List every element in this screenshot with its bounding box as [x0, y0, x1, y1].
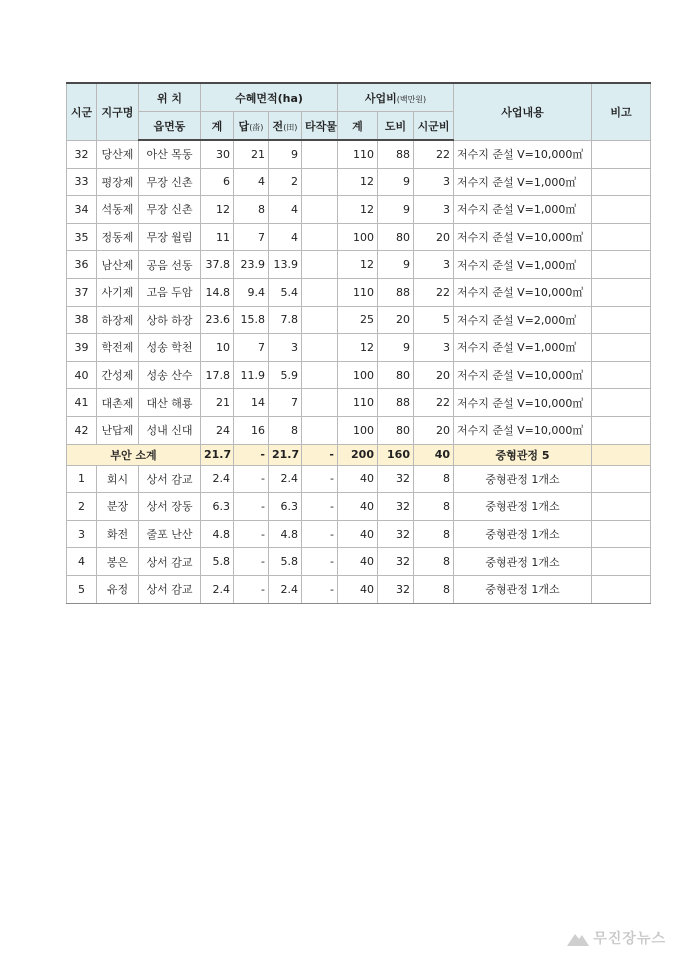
cell-name: 학전제	[97, 334, 139, 362]
cell-area-other	[302, 168, 338, 196]
cell-area-total: 12	[201, 196, 234, 224]
table-header	[67, 83, 651, 140]
cell-area-other: -	[302, 575, 338, 603]
cell-area-total: 21	[201, 389, 234, 417]
cell-no: 41	[67, 389, 97, 417]
cell-name: 평장제	[97, 168, 139, 196]
cell-area-other	[302, 389, 338, 417]
cell-cost-sigun: 20	[414, 223, 454, 251]
subtotal-area-other: -	[302, 444, 338, 465]
watermark	[567, 928, 666, 948]
cell-name: 간성제	[97, 361, 139, 389]
cell-area-other	[302, 361, 338, 389]
cell-area-jeon: 2.4	[269, 465, 302, 493]
table-row	[67, 493, 651, 521]
cell-area-dap: -	[234, 465, 269, 493]
cell-area-other	[302, 223, 338, 251]
cell-area-dap: -	[234, 520, 269, 548]
cell-area-jeon: 5.4	[269, 278, 302, 306]
table-row	[67, 548, 651, 576]
cell-area-total: 6	[201, 168, 234, 196]
cell-cost-total: 40	[338, 575, 378, 603]
cell-cost-total: 40	[338, 520, 378, 548]
cell-area-jeon: 5.8	[269, 548, 302, 576]
table-row	[67, 251, 651, 279]
cell-area-other: -	[302, 465, 338, 493]
cell-area-jeon: 2	[269, 168, 302, 196]
cell-no: 34	[67, 196, 97, 224]
cell-cost-sigun: 22	[414, 389, 454, 417]
cell-no: 37	[67, 278, 97, 306]
cell-area-other	[302, 251, 338, 279]
cell-remark	[592, 416, 651, 444]
header-area-dap	[234, 112, 269, 141]
cell-area-jeon: 7.8	[269, 306, 302, 334]
cell-area-other	[302, 306, 338, 334]
cell-no: 35	[67, 223, 97, 251]
cell-name: 봉은	[97, 548, 139, 576]
cell-cost-sigun: 8	[414, 575, 454, 603]
cell-cost-total: 12	[338, 196, 378, 224]
cell-location: 고음 두암	[139, 278, 201, 306]
subtotal-label: 부안 소계	[67, 444, 201, 465]
cell-area-total: 17.8	[201, 361, 234, 389]
cell-cost-total: 12	[338, 168, 378, 196]
cell-name: 석동제	[97, 196, 139, 224]
cell-location: 무장 신촌	[139, 196, 201, 224]
cell-remark	[592, 140, 651, 168]
header-area-other: 타작물	[302, 112, 338, 141]
table-row	[67, 465, 651, 493]
cell-remark	[592, 520, 651, 548]
cell-remark	[592, 251, 651, 279]
cell-no: 3	[67, 520, 97, 548]
cell-cost-do: 88	[378, 140, 414, 168]
header-eupmyeon: 읍면동	[139, 112, 201, 141]
cell-area-total: 4.8	[201, 520, 234, 548]
cell-area-other	[302, 278, 338, 306]
cell-content: 저수지 준설 V=10,000㎥	[454, 223, 592, 251]
cell-no: 1	[67, 465, 97, 493]
cell-area-total: 11	[201, 223, 234, 251]
cell-content: 저수지 준설 V=1,000㎥	[454, 168, 592, 196]
table-row	[67, 168, 651, 196]
cell-content: 저수지 준설 V=2,000㎥	[454, 306, 592, 334]
cell-no: 40	[67, 361, 97, 389]
cell-area-jeon: 5.9	[269, 361, 302, 389]
cell-name: 하장제	[97, 306, 139, 334]
cell-name: 난답제	[97, 416, 139, 444]
table-row	[67, 334, 651, 362]
cell-area-total: 2.4	[201, 575, 234, 603]
cell-cost-total: 110	[338, 389, 378, 417]
table-row	[67, 416, 651, 444]
watermark-text: 무진장뉴스	[593, 931, 666, 947]
cell-area-jeon: 2.4	[269, 575, 302, 603]
cell-location: 상서 감교	[139, 465, 201, 493]
subtotal-area-dap: -	[234, 444, 269, 465]
table-row	[67, 575, 651, 603]
cell-content: 저수지 준설 V=1,000㎥	[454, 334, 592, 362]
table-row	[67, 140, 651, 168]
cell-cost-total: 12	[338, 334, 378, 362]
cell-remark	[592, 223, 651, 251]
header-jeon-hanja: (田)	[283, 122, 298, 132]
header-cost	[338, 83, 454, 112]
cell-name: 남산제	[97, 251, 139, 279]
cell-no: 32	[67, 140, 97, 168]
cell-area-jeon: 4	[269, 223, 302, 251]
cell-cost-total: 100	[338, 416, 378, 444]
header-area: 수혜면적(ha)	[201, 83, 338, 112]
cell-area-dap: -	[234, 548, 269, 576]
cell-cost-total: 40	[338, 465, 378, 493]
cell-area-dap: 7	[234, 334, 269, 362]
cell-location: 무장 월림	[139, 223, 201, 251]
cell-cost-sigun: 3	[414, 168, 454, 196]
cell-cost-do: 88	[378, 389, 414, 417]
subtotal-row	[67, 444, 651, 465]
cell-name: 화전	[97, 520, 139, 548]
cell-cost-total: 100	[338, 361, 378, 389]
cell-area-jeon: 4.8	[269, 520, 302, 548]
cell-location: 상서 장동	[139, 493, 201, 521]
cell-name: 정동제	[97, 223, 139, 251]
cell-content: 중형관정 1개소	[454, 575, 592, 603]
cell-area-dap: 15.8	[234, 306, 269, 334]
cell-area-dap: 11.9	[234, 361, 269, 389]
table-row	[67, 278, 651, 306]
cell-area-dap: 7	[234, 223, 269, 251]
cell-content: 저수지 준설 V=10,000㎥	[454, 389, 592, 417]
cell-cost-sigun: 5	[414, 306, 454, 334]
subtotal-cost-sigun: 40	[414, 444, 454, 465]
cell-area-jeon: 6.3	[269, 493, 302, 521]
cell-remark	[592, 389, 651, 417]
cell-no: 4	[67, 548, 97, 576]
cell-cost-sigun: 8	[414, 548, 454, 576]
cell-area-total: 2.4	[201, 465, 234, 493]
cell-cost-sigun: 22	[414, 278, 454, 306]
cell-name: 회시	[97, 465, 139, 493]
cell-content: 저수지 준설 V=10,000㎥	[454, 278, 592, 306]
cell-area-dap: 21	[234, 140, 269, 168]
cell-area-total: 14.8	[201, 278, 234, 306]
table-row	[67, 520, 651, 548]
header-cost-total: 계	[338, 112, 378, 141]
cell-remark	[592, 575, 651, 603]
cell-no: 39	[67, 334, 97, 362]
cell-cost-do: 9	[378, 251, 414, 279]
subtotal-area-jeon: 21.7	[269, 444, 302, 465]
cell-cost-do: 9	[378, 196, 414, 224]
header-area-jeon	[269, 112, 302, 141]
cell-cost-total: 110	[338, 278, 378, 306]
cell-area-other	[302, 140, 338, 168]
cell-name: 유정	[97, 575, 139, 603]
header-cost-label: 사업비	[364, 91, 397, 105]
cell-area-dap: 23.9	[234, 251, 269, 279]
cell-remark	[592, 306, 651, 334]
cell-area-jeon: 9	[269, 140, 302, 168]
cell-area-other	[302, 334, 338, 362]
cell-area-dap: 14	[234, 389, 269, 417]
cell-cost-do: 80	[378, 361, 414, 389]
cell-content: 저수지 준설 V=1,000㎥	[454, 196, 592, 224]
cell-cost-sigun: 8	[414, 520, 454, 548]
cell-no: 38	[67, 306, 97, 334]
cell-location: 무장 신촌	[139, 168, 201, 196]
cell-area-jeon: 4	[269, 196, 302, 224]
cell-remark	[592, 168, 651, 196]
cell-cost-total: 12	[338, 251, 378, 279]
header-cost-sigun: 시군비	[414, 112, 454, 141]
cell-name: 분장	[97, 493, 139, 521]
cell-remark	[592, 548, 651, 576]
header-area-total: 계	[201, 112, 234, 141]
cell-cost-total: 25	[338, 306, 378, 334]
cell-location: 성송 학천	[139, 334, 201, 362]
header-content: 사업내용	[454, 83, 592, 140]
cell-cost-total: 40	[338, 493, 378, 521]
header-sigun: 시군	[67, 83, 97, 140]
cell-cost-do: 80	[378, 223, 414, 251]
cell-cost-total: 40	[338, 548, 378, 576]
cell-cost-sigun: 20	[414, 416, 454, 444]
header-cost-do: 도비	[378, 112, 414, 141]
cell-area-dap: 9.4	[234, 278, 269, 306]
cell-content: 중형관정 1개소	[454, 520, 592, 548]
cell-cost-total: 100	[338, 223, 378, 251]
cell-content: 저수지 준설 V=10,000㎥	[454, 140, 592, 168]
header-jigu: 지구명	[97, 83, 139, 140]
cell-cost-do: 32	[378, 548, 414, 576]
cell-cost-sigun: 3	[414, 196, 454, 224]
cell-content: 저수지 준설 V=10,000㎥	[454, 416, 592, 444]
cell-cost-sigun: 20	[414, 361, 454, 389]
table-row	[67, 361, 651, 389]
cell-area-total: 37.8	[201, 251, 234, 279]
table-row	[67, 223, 651, 251]
cell-cost-sigun: 22	[414, 140, 454, 168]
cell-cost-do: 32	[378, 575, 414, 603]
table-row	[67, 389, 651, 417]
cell-area-jeon: 3	[269, 334, 302, 362]
cell-area-other	[302, 416, 338, 444]
cell-cost-do: 88	[378, 278, 414, 306]
cell-area-total: 30	[201, 140, 234, 168]
header-jeon-label: 전	[272, 119, 284, 133]
cell-remark	[592, 334, 651, 362]
cell-remark	[592, 196, 651, 224]
mountain-logo-icon	[567, 930, 589, 946]
cell-cost-sigun: 8	[414, 465, 454, 493]
cell-content: 저수지 준설 V=1,000㎥	[454, 251, 592, 279]
cell-area-other: -	[302, 493, 338, 521]
header-remark: 비고	[592, 83, 651, 140]
cell-area-dap: 4	[234, 168, 269, 196]
cell-location: 상서 감교	[139, 548, 201, 576]
cell-location: 아산 목동	[139, 140, 201, 168]
cell-cost-do: 9	[378, 334, 414, 362]
cell-cost-do: 32	[378, 520, 414, 548]
cell-no: 33	[67, 168, 97, 196]
subtotal-remark	[592, 444, 651, 465]
cell-area-dap: -	[234, 575, 269, 603]
cell-content: 저수지 준설 V=10,000㎥	[454, 361, 592, 389]
cell-cost-sigun: 3	[414, 251, 454, 279]
cell-area-other: -	[302, 520, 338, 548]
subtotal-cost-total: 200	[338, 444, 378, 465]
cell-remark	[592, 493, 651, 521]
subtotal-content: 중형관정 5	[454, 444, 592, 465]
cell-name: 사기제	[97, 278, 139, 306]
cell-remark	[592, 361, 651, 389]
cell-location: 공음 선동	[139, 251, 201, 279]
cell-location: 상서 감교	[139, 575, 201, 603]
cell-area-total: 5.8	[201, 548, 234, 576]
cell-name: 대촌제	[97, 389, 139, 417]
header-dap-hanja: (畓)	[249, 122, 264, 132]
table-row	[67, 196, 651, 224]
cell-cost-total: 110	[338, 140, 378, 168]
cell-no: 36	[67, 251, 97, 279]
table-row	[67, 306, 651, 334]
cell-content: 중형관정 1개소	[454, 493, 592, 521]
cell-no: 42	[67, 416, 97, 444]
header-dap-label: 답	[238, 119, 250, 133]
cell-area-total: 6.3	[201, 493, 234, 521]
cell-remark	[592, 465, 651, 493]
cell-area-total: 24	[201, 416, 234, 444]
cell-location: 대산 해룡	[139, 389, 201, 417]
cell-no: 5	[67, 575, 97, 603]
cell-area-jeon: 8	[269, 416, 302, 444]
cell-cost-sigun: 3	[414, 334, 454, 362]
header-location: 위 치	[139, 83, 201, 112]
cell-no: 2	[67, 493, 97, 521]
subtotal-cost-do: 160	[378, 444, 414, 465]
cell-location: 상하 하장	[139, 306, 201, 334]
cell-cost-do: 32	[378, 493, 414, 521]
cell-content: 중형관정 1개소	[454, 465, 592, 493]
cell-area-dap: 16	[234, 416, 269, 444]
cell-location: 줄포 난산	[139, 520, 201, 548]
cell-area-other	[302, 196, 338, 224]
cell-remark	[592, 278, 651, 306]
cell-area-other: -	[302, 548, 338, 576]
cell-cost-do: 32	[378, 465, 414, 493]
cell-cost-do: 80	[378, 416, 414, 444]
table-body	[67, 140, 651, 603]
cell-location: 성송 산수	[139, 361, 201, 389]
cell-area-dap: 8	[234, 196, 269, 224]
project-table	[66, 82, 651, 604]
cell-area-total: 10	[201, 334, 234, 362]
cell-cost-do: 9	[378, 168, 414, 196]
cell-cost-sigun: 8	[414, 493, 454, 521]
cell-cost-do: 20	[378, 306, 414, 334]
cell-area-dap: -	[234, 493, 269, 521]
cell-area-total: 23.6	[201, 306, 234, 334]
cell-name: 당산제	[97, 140, 139, 168]
cell-area-jeon: 13.9	[269, 251, 302, 279]
cell-location: 성내 신대	[139, 416, 201, 444]
subtotal-area-total: 21.7	[201, 444, 234, 465]
header-cost-unit: (백만원)	[396, 94, 427, 104]
cell-area-jeon: 7	[269, 389, 302, 417]
cell-content: 중형관정 1개소	[454, 548, 592, 576]
